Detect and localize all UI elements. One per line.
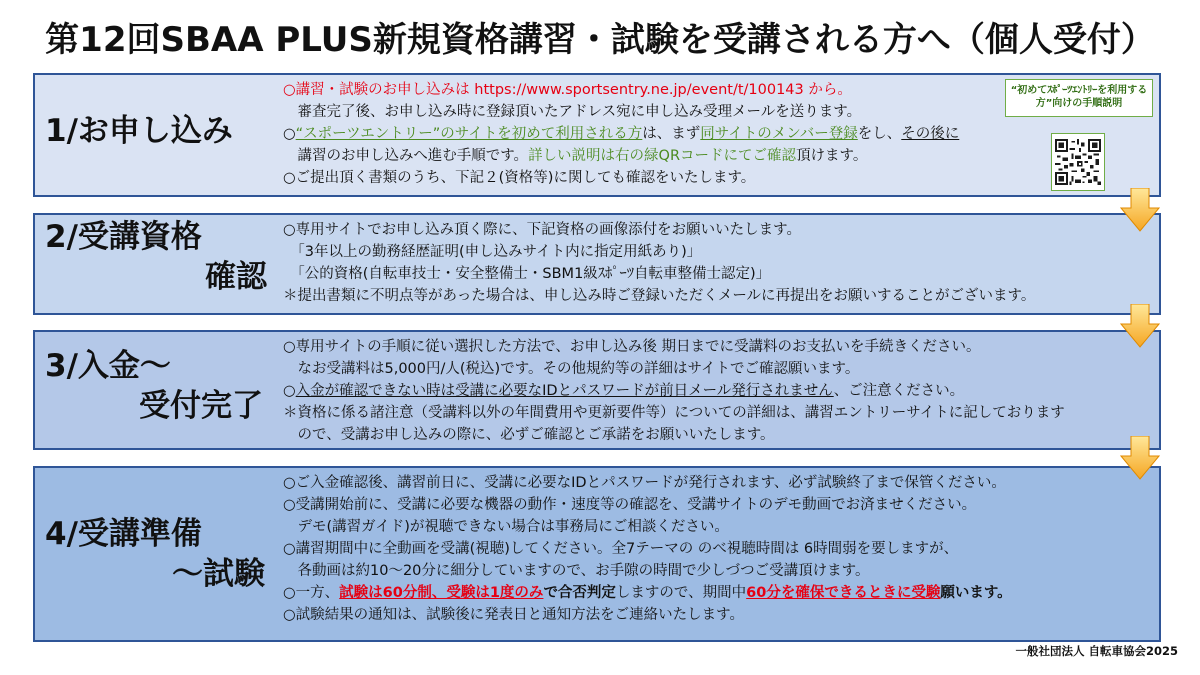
step-2-content (283, 219, 1151, 307)
step-1-label-line-1: 1/お申し込み (45, 113, 233, 149)
down-arrow-icon (1120, 304, 1160, 348)
step-1-box (33, 73, 1161, 197)
step-4-line-3: デモ(講習ガイド)が視聴できない場合は事務局にご相談ください。 (283, 519, 729, 535)
step-4-box (33, 466, 1161, 642)
step-2-line-1: ○専用サイトでお申し込み頂く際に、下記資格の画像添付をお願いいたします。 (283, 222, 801, 238)
step-4-line-1: ○ご入金確認後、講習前日に、受講に必要なIDとパスワードが発行されます、必ず試験終了まで保管ください。 (283, 475, 1006, 491)
exam-rule-text: 試験は60分制、受験は1度のみ (339, 585, 544, 601)
step-1-line-3: ○“スポーツエントリー”のサイトを初めて利用される方は、まず同サイトのメンバー登録をし、その後に (283, 126, 960, 142)
step-1-line-2: 審査完了後、お申し込み時に登録頂いたアドレス宛に申し込み受理メールを送ります。 (283, 104, 862, 120)
step-3-line-3: ○入金が確認できない時は受講に必要なIDとパスワードが前日メール発行されません、ご注意ください。 (283, 383, 965, 399)
step-1-label (45, 111, 275, 151)
entry-suffix: から。 (808, 82, 852, 98)
step-2-box (33, 213, 1161, 315)
step-3-line-4: ＊資格に係る諸注意（受講料以外の年間費用や更新要件等）についての詳細は、講習エントリーサイトに記しております (283, 405, 1065, 421)
step-3-box (33, 330, 1161, 450)
step-4-line-5: 各動画は約10～20分に細分していますので、お手隙の時間で少しづつご受講頂けます。 (283, 563, 870, 579)
footer-credit: 一般社団法人 自転車協会2025 (1015, 644, 1178, 658)
step-4-label (45, 514, 275, 595)
step-3-label-line-2: 受付完了 (139, 388, 263, 425)
step-3-line-1: ○専用サイトの手順に従い選択した方法で、お申し込み後 期日までに受講料のお支払いを手続きください。 (283, 339, 981, 355)
qr-guide-text: 詳しい説明は右の緑QRコードにてご確認 (528, 148, 797, 164)
qr-code-icon[interactable] (1051, 133, 1105, 191)
step-2-label (45, 217, 275, 298)
step-4-label-line-1: 4/受講準備 (45, 516, 202, 552)
down-arrow-icon (1120, 436, 1160, 480)
step-3-line-2: なお受講料は5,000円/人(税込)です。その他規約等の詳細はサイトでご確認願います。 (283, 361, 860, 377)
step-4-label-line-2: ～試験 (172, 556, 265, 593)
step-4-line-4: ○講習期間中に全動画を受講(視聴)してください。全7テーマの のべ視聴時間は 6時間弱を要しますが、 (283, 541, 959, 557)
page-title: 第12回SBAA PLUS新規資格講習・試験を受講される方へ（個人受付） (45, 20, 1155, 60)
step-2-label-line-1: 2/受講資格 (45, 219, 202, 255)
step-3-label (45, 346, 275, 427)
step-3-content (283, 336, 1151, 446)
payment-warning-text: 入金が確認できない時は受講に必要なIDとパスワードが前日メール発行されません (295, 383, 834, 399)
member-registration-text: 同サイトのメンバー登録 (700, 126, 858, 142)
step-4-line-2: ○受講開始前に、受講に必要な機器の動作・速度等の確認を、受講サイトのデモ動画でお済ませください。 (283, 497, 977, 513)
step-2-line-3: 「公的資格(自転車技士・安全整備士・SBM1級ｽﾎﾟｰﾂ自転車整備士認定)」 (283, 266, 771, 282)
step-1-line-4: 講習のお申し込みへ進む手順です。詳しい説明は右の緑QRコードにてご確認頂けます。 (283, 148, 868, 164)
entry-url-link[interactable]: https://www.sportsentry.ne.jp/event/t/100143 (474, 82, 804, 98)
down-arrow-icon (1120, 188, 1160, 232)
step-4-line-7: ○試験結果の通知は、試験後に発表日と通知方法をご連絡いたします。 (283, 607, 744, 623)
step-2-line-4: ＊提出書類に不明点等があった場合は、申し込み時ご登録いただくメールに再提出をお願いすることがございます。 (283, 288, 1036, 304)
first-time-users-text: “スポーツエントリー”のサイトを初めて利用される方 (295, 126, 643, 142)
step-2-line-2: 「3年以上の勤務経歴証明(申し込みサイト内に指定用紙あり)」 (283, 244, 702, 260)
exam-time-text: 60分を確保できるときに受験 (746, 585, 941, 601)
step-4-content (283, 472, 1151, 626)
qr-callout: “初めてｽﾎﾟｰﾂｴﾝﾄﾘｰを利用する方”向けの手順説明 (1005, 79, 1153, 117)
bullet: ○ (283, 82, 296, 98)
entry-text: 講習・試験のお申し込みは (295, 82, 470, 98)
step-4-line-6: ○一方、試験は60分制、受験は1度のみで合否判定しますので、期間中60分を確保できるときに受験願います。 (283, 585, 1012, 601)
step-2-label-line-2: 確認 (205, 259, 267, 296)
step-3-line-5: ので、受講お申し込みの際に、必ずご確認とご承諾をお願いいたします。 (283, 427, 775, 443)
step-1-line-5: ○ご提出頂く書類のうち、下記２(資格等)に関しても確認をいたします。 (283, 170, 756, 186)
step-3-label-line-1: 3/入金～ (45, 348, 171, 384)
